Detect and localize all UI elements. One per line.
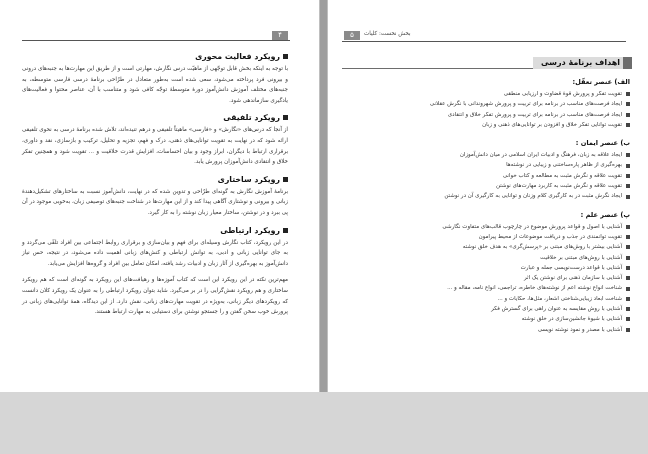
section-heading — [22, 175, 288, 184]
list-item — [368, 232, 630, 242]
square-bullet-icon — [626, 113, 630, 117]
list-item-text: تقویت علاقه و نگرش مثبت به مطالعه و کتاب خوانی — [502, 172, 622, 179]
list-item-text: تقویت توانایی تفکر خلاق و افزودن بر توانایی‌های ذهنی و زبان — [482, 121, 622, 128]
square-bullet-icon — [626, 153, 630, 157]
paragraph: مهم‌ترین نکته در این رویکرد این است که کتاب آموزه‌ها و رهیافت‌های این رویکرد به گونه‌ای است که هم رویکرد ساختاری و هم رویکرد نقش‌گرایی را در بر می‌گیرد. شاید بتوان رویکرد ارتباطی را به عنوان یک رویکرد کلان دانست که رویکردهای دیگر زبانی، به‌ویژه در تقویت مهارت‌های زبانی، نقش دارد. از این دیدگاه، همهٔ توانایی‌های زبانی در پرورش خوب سخن گفتن و را جستجو نوشتن برای دستیابی به مهارت ارتباط هستند. — [22, 277, 288, 316]
list-item-text: شناخت ابعاد زیبایی‌شناختی اشعار، مثل‌ها، حکایات و ... — [497, 295, 622, 302]
square-bullet-icon — [626, 235, 630, 239]
list-item-text: آشنایی با قواعد درست‌نویسی جمله و عبارت — [520, 264, 622, 271]
square-bullet-icon — [626, 297, 630, 301]
section-heading — [22, 226, 288, 235]
list-item — [368, 253, 630, 263]
list-item-text: آشنایی با سازمان ذهنی برای نوشتن یک اثر — [524, 275, 622, 282]
objectives-content — [368, 78, 630, 344]
section-heading — [22, 52, 288, 61]
square-bullet-icon — [283, 228, 288, 233]
list-item — [368, 273, 630, 283]
list-item — [368, 191, 630, 201]
objectives-list — [368, 150, 630, 201]
square-bullet-icon — [626, 328, 630, 332]
page-title: اهداف برنامهٔ درسی — [541, 58, 620, 67]
square-bullet-icon — [626, 245, 630, 249]
objectives-list — [368, 89, 630, 130]
square-bullet-icon — [626, 184, 630, 188]
square-bullet-icon — [626, 317, 630, 321]
list-item — [368, 242, 630, 252]
list-item — [368, 89, 630, 99]
list-item — [368, 325, 630, 335]
list-item — [368, 222, 630, 232]
list-item-text: ایجاد فرصت‌های مناسب در برنامه برای تربیت و پرورش تفکر خلاق و انتقادی — [447, 111, 622, 118]
section-heading-text: رویکرد تلفیقی — [223, 113, 280, 123]
group-heading: پ) عنصر علم : — [580, 210, 630, 219]
list-item-text: ایجاد علاقه به زبان، فرهنگ و ادبیات ایران اسلامی در میان دانش‌آموزان — [459, 152, 622, 159]
list-item-text: تقویت علاقه و نگرش مثبت به کاربرد مهارت‌های نوشتن — [496, 183, 622, 190]
square-bullet-icon — [626, 276, 630, 280]
square-bullet-icon — [626, 174, 630, 178]
list-item — [368, 314, 630, 324]
square-bullet-icon — [626, 102, 630, 106]
list-item — [368, 99, 630, 109]
paragraph: برنامهٔ آموزش نگارش به گونه‌ای طرّاحی و تدوین شده که در نهایت، دانش‌آموز نسبت به ساختارهای تشکیل‌دهندهٔ زبانی و بیرونی و نوشتاری آگاهی پیدا کند و از این مهارت‌ها در شناخت جنبه‌های توصیفی زبان، به‌خوبی موجود در آن پی ببرد و در نوشتن، ساختار معیار زبان نوشته را به کار گیرد. — [22, 188, 288, 216]
left-page-content — [22, 52, 288, 325]
list-item — [368, 171, 630, 181]
square-bullet-icon — [626, 256, 630, 260]
list-item — [368, 263, 630, 273]
group-heading: الف) عنصر تعقّل: — [572, 78, 630, 86]
title-rule — [342, 68, 533, 69]
list-item — [368, 304, 630, 314]
paragraph: با توجه به اینکه بخش قابل توجّهی از ماهیّت درس نگارش، مهارتی است و از طریق این مهارت‌ها به جنبه‌های درونی و بیرونی فرد پرداخته می‌شود، سعی شده است به‌طور متعادل در طرّاحی برنامهٔ درسی فارسی متوسطه، به جنبه‌های مختلف آموزش دانش‌آموز دورهٔ متوسطهٔ توجّه کافی شود و متناسب با آن، عناصر محتوا و فعالیت‌های یادگیری سازماندهی شود. — [22, 66, 288, 104]
list-item — [368, 294, 630, 304]
section-heading — [22, 113, 288, 122]
list-item-text: ایجاد فرصت‌های مناسب در برنامه برای تربیت و پرورش شهروندانی با نگرش عقلانی — [429, 101, 622, 108]
page-number: ۴ — [272, 31, 288, 40]
square-bullet-icon — [626, 92, 630, 96]
square-bullet-icon — [626, 123, 630, 127]
square-bullet-icon — [626, 225, 630, 229]
section-heading-text: رویکرد فعالیت محوری — [195, 52, 280, 61]
square-bullet-icon — [283, 177, 288, 182]
square-bullet-icon — [283, 115, 288, 120]
right-page — [327, 0, 648, 392]
list-item — [368, 181, 630, 191]
list-item-text: تقویت توانمندی در جذب و دریافت موضوعات از محیط پیرامون — [478, 233, 622, 240]
list-item-text: آشنایی با روش‌های مبتنی بر خلاقیت — [540, 254, 622, 261]
list-item — [368, 283, 630, 293]
title-bar — [342, 57, 632, 69]
list-item-text: بهره‌گیری از ظاهر پاره‌ساختنی و زیبایی در نوشته‌ها — [506, 162, 622, 169]
list-item-text: آشنایی بیشتر با روش‌های مبتنی بر «پرسش‌گری» به هدف خلق نوشته — [462, 244, 622, 251]
paragraph: در این رویکرد، کتاب نگارش وسیله‌ای برای فهم و بیان‌سازی و برقراری روابط اجتماعی بین افراد تلقّی می‌گردد و به جای توانایی زبانی و ادبی، به توانش ارتباطی و کنش‌های زبانی اهمیت داده می‌شود، در نتیجه، حس نیاز دانش‌آموز به بهره‌گیری از آثار زبان و ادبیات رشد یافته، امکان تعامل بین افراد و گروه‌ها افزایش می‌یابد. — [22, 239, 288, 267]
square-bullet-icon — [283, 54, 288, 59]
list-item — [368, 150, 630, 160]
paragraph: از آنجا که درس‌های «نگارش» و «فارسی» ماهیتاً تلفیقی و درهم تنیده‌اند، تلاش شده برنامهٔ درسی به نحوی تلفیقی ارائه شود که در نهایت به تقویت توانایی‌های ذهنی، درک و فهم، تجزیه و تحلیل، ترکیب و بازسازی، نقد و داوری، برقراری ارتباط با دیگران، ابراز وجود و بیان احساسات، افزایش قدرت خلاقیت و ... تقویت شود و همچنین تفکر خلاق و انتقادی دانش‌آموزان پرورش یابد. — [22, 127, 288, 166]
list-item-text: آشنایی با روش مقایسه به عنوان راهی برای گسترش فکر — [491, 306, 622, 313]
objectives-list — [368, 222, 630, 335]
header-rule — [22, 29, 290, 41]
left-page — [0, 0, 320, 392]
page-number: ۵ — [344, 31, 360, 40]
section-heading-text: رویکرد ارتباطی — [220, 225, 280, 235]
list-item-text: تقویت تفکر و پرورش قوهٔ قضاوت و ارزیابی منطقی — [503, 91, 622, 97]
square-bullet-icon — [626, 307, 630, 311]
list-item-text: آشنایی با شیوهٔ جانشین‌سازی در خلق نوشته — [521, 316, 622, 323]
list-item-text: آشنایی با مصدر و نمود نوشته نویسی — [537, 326, 622, 333]
list-item-text: آشنایی با اصول و قواعد پرورش موضوع در چارچوب قالب‌های متفاوت نگارشی — [442, 223, 622, 230]
list-item — [368, 120, 630, 130]
running-header: بخش نخست: کلیات — [364, 31, 411, 37]
group-heading: ب) عنصر ایمان : — [575, 139, 630, 148]
list-item-text: ایجاد نگرش مثبت در به کارگیری کلام وزنان و توانایی به کارگیری آن در نوشتن — [444, 193, 622, 200]
title-marker — [623, 57, 632, 69]
page-gutter — [320, 0, 327, 392]
section-heading-text: رویکرد ساختاری — [217, 174, 280, 184]
list-item-text: شناخت انواع نوشته اعم از نوشته‌های خاطره، تراجمی، انواع نامه، مقاله و ... — [447, 285, 622, 292]
list-item — [368, 160, 630, 170]
square-bullet-icon — [626, 266, 630, 270]
square-bullet-icon — [626, 287, 630, 291]
list-item — [368, 110, 630, 120]
square-bullet-icon — [626, 164, 630, 168]
square-bullet-icon — [626, 195, 630, 199]
